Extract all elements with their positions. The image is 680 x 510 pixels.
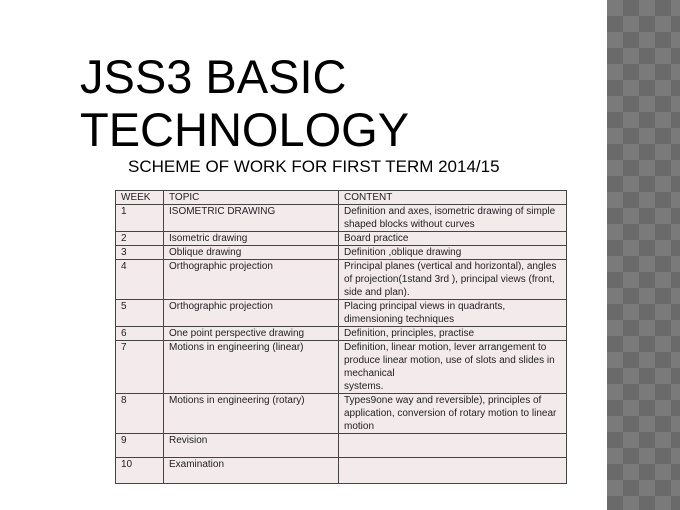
table-row	[116, 458, 567, 484]
table-row	[116, 341, 567, 394]
topic-cell: Motions in engineering (linear)	[164, 341, 339, 394]
slide-subtitle: SCHEME OF WORK FOR FIRST TERM 2014/15	[128, 157, 500, 176]
content-cell: Definition, principles, practise	[339, 327, 567, 341]
title-line-2: TECHNOLOGY	[80, 103, 410, 156]
content-cell: Board practice	[339, 232, 567, 246]
slide-title	[80, 50, 409, 156]
week-cell: 10	[116, 458, 164, 484]
week-cell: 5	[116, 300, 164, 327]
content-line: Definition, linear motion, lever arrangement to produce linear motion, use of slots and slides in mechanical	[344, 342, 555, 379]
content-cell: Definition ,oblique drawing	[339, 246, 567, 260]
topic-cell: Orthographic projection	[164, 300, 339, 327]
table-row	[116, 246, 567, 260]
table-row	[116, 394, 567, 434]
table-row	[116, 300, 567, 327]
header-topic: TOPIC	[164, 191, 339, 205]
content-cell: Definition and axes, isometric drawing of simple shaped blocks without curves	[339, 205, 567, 232]
content-line: systems.	[344, 381, 384, 392]
topic-cell: Motions in engineering (rotary)	[164, 394, 339, 434]
header-week: WEEK	[116, 191, 164, 205]
table-row	[116, 232, 567, 246]
week-cell: 6	[116, 327, 164, 341]
topic-cell: ISOMETRIC DRAWING	[164, 205, 339, 232]
content-cell: Principal planes (vertical and horizontal), angles of projection(1stand 3rd ), principal views (front, side and plan).	[339, 260, 567, 300]
table-header-row	[116, 191, 567, 205]
topic-cell: Orthographic projection	[164, 260, 339, 300]
topic-cell: Isometric drawing	[164, 232, 339, 246]
topic-cell: One point perspective drawing	[164, 327, 339, 341]
content-cell: Types9one way and reversible), principles of application, conversion of rotary motion to linear motion	[339, 394, 567, 434]
content-cell: Placing principal views in quadrants, dimensioning techniques	[339, 300, 567, 327]
table-row	[116, 434, 567, 458]
week-cell: 9	[116, 434, 164, 458]
table-row	[116, 327, 567, 341]
scheme-of-work-table	[115, 190, 567, 484]
table-row	[116, 260, 567, 300]
content-cell	[339, 434, 567, 458]
week-cell: 1	[116, 205, 164, 232]
week-cell: 8	[116, 394, 164, 434]
table-row	[116, 205, 567, 232]
content-cell	[339, 341, 567, 394]
topic-cell: Revision	[164, 434, 339, 458]
title-line-1: JSS3 BASIC	[80, 50, 347, 103]
week-cell: 4	[116, 260, 164, 300]
week-cell: 2	[116, 232, 164, 246]
decorative-pattern	[607, 0, 680, 510]
topic-cell: Examination	[164, 458, 339, 484]
header-content: CONTENT	[339, 191, 567, 205]
week-cell: 3	[116, 246, 164, 260]
content-cell	[339, 458, 567, 484]
topic-cell: Oblique drawing	[164, 246, 339, 260]
week-cell: 7	[116, 341, 164, 394]
